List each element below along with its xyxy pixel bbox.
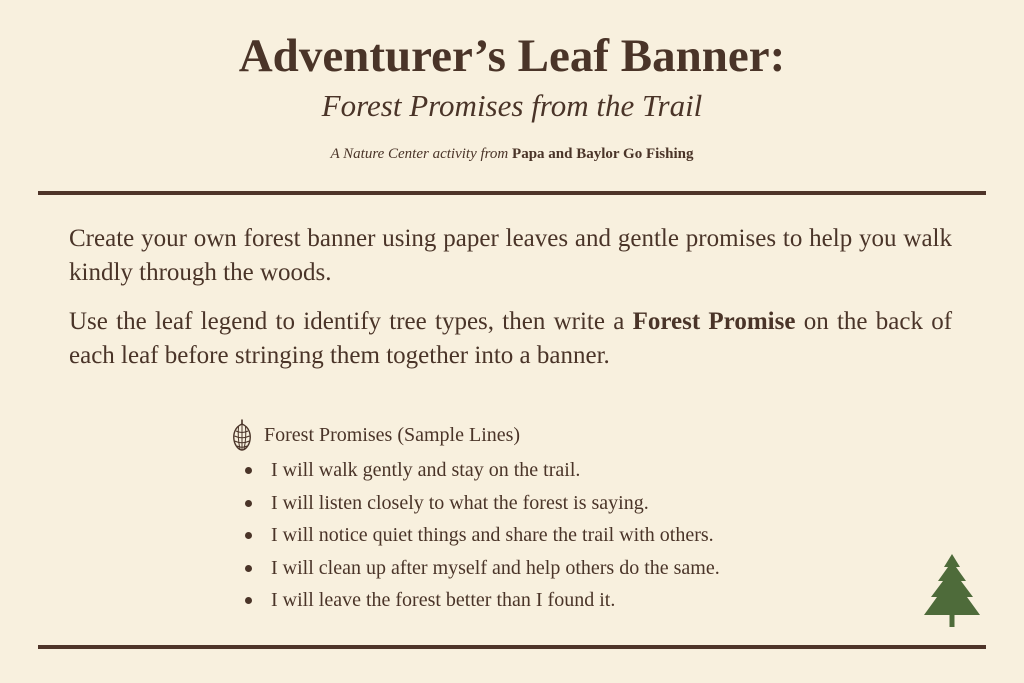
- intro-paragraph-2-before: Use the leaf legend to identify tree types, then write a: [69, 308, 625, 335]
- top-divider: [38, 191, 986, 195]
- page-title: Adventurer’s Leaf Banner:: [238, 30, 786, 82]
- intro-paragraph-2: [69, 305, 952, 373]
- intro-paragraph-1: Create your own forest banner using paper leaves and gentle promises to help you walk kindly through the woods.: [69, 225, 952, 286]
- credit-prefix: A Nature Center activity from: [330, 146, 509, 162]
- promise-text: I will listen closely to what the forest is saying.: [271, 491, 649, 514]
- intro-paragraph-2-after: on the back of each leaf before stringing them together into a banner.: [69, 308, 953, 369]
- pinecone-icon: [230, 419, 254, 451]
- promise-text: I will walk gently and stay on the trail.: [271, 459, 581, 481]
- credit-source: Papa and Baylor Go Fishing: [512, 146, 694, 162]
- intro-text: [69, 222, 952, 388]
- promise-item: [230, 584, 830, 617]
- forest-promises-section: [230, 419, 830, 617]
- bullet-icon: [245, 597, 252, 604]
- promises-heading: [230, 419, 830, 451]
- credit-line: [0, 144, 1024, 164]
- promise-text: I will notice quiet things and share the trail with others.: [271, 524, 714, 546]
- page-subtitle: Forest Promises from the Trail: [321, 88, 703, 123]
- forest-promise-term: Forest Promise: [632, 308, 796, 335]
- bullet-icon: [245, 565, 252, 572]
- bottom-divider: [38, 645, 986, 649]
- pine-tree-icon: [922, 553, 982, 629]
- promise-text: I will clean up after myself and help others do the same.: [271, 556, 720, 579]
- bullet-icon: [245, 500, 252, 507]
- promises-heading-label: Forest Promises (Sample Lines): [264, 424, 521, 446]
- promise-item: [230, 519, 830, 552]
- page-header: [0, 28, 1024, 164]
- promise-item: [230, 552, 830, 585]
- bullet-icon: [245, 532, 252, 539]
- promise-list: [230, 454, 830, 617]
- promise-item: [230, 487, 830, 520]
- promise-item: [230, 454, 830, 487]
- promise-text: I will leave the forest better than I found it.: [271, 589, 616, 611]
- bullet-icon: [245, 467, 252, 474]
